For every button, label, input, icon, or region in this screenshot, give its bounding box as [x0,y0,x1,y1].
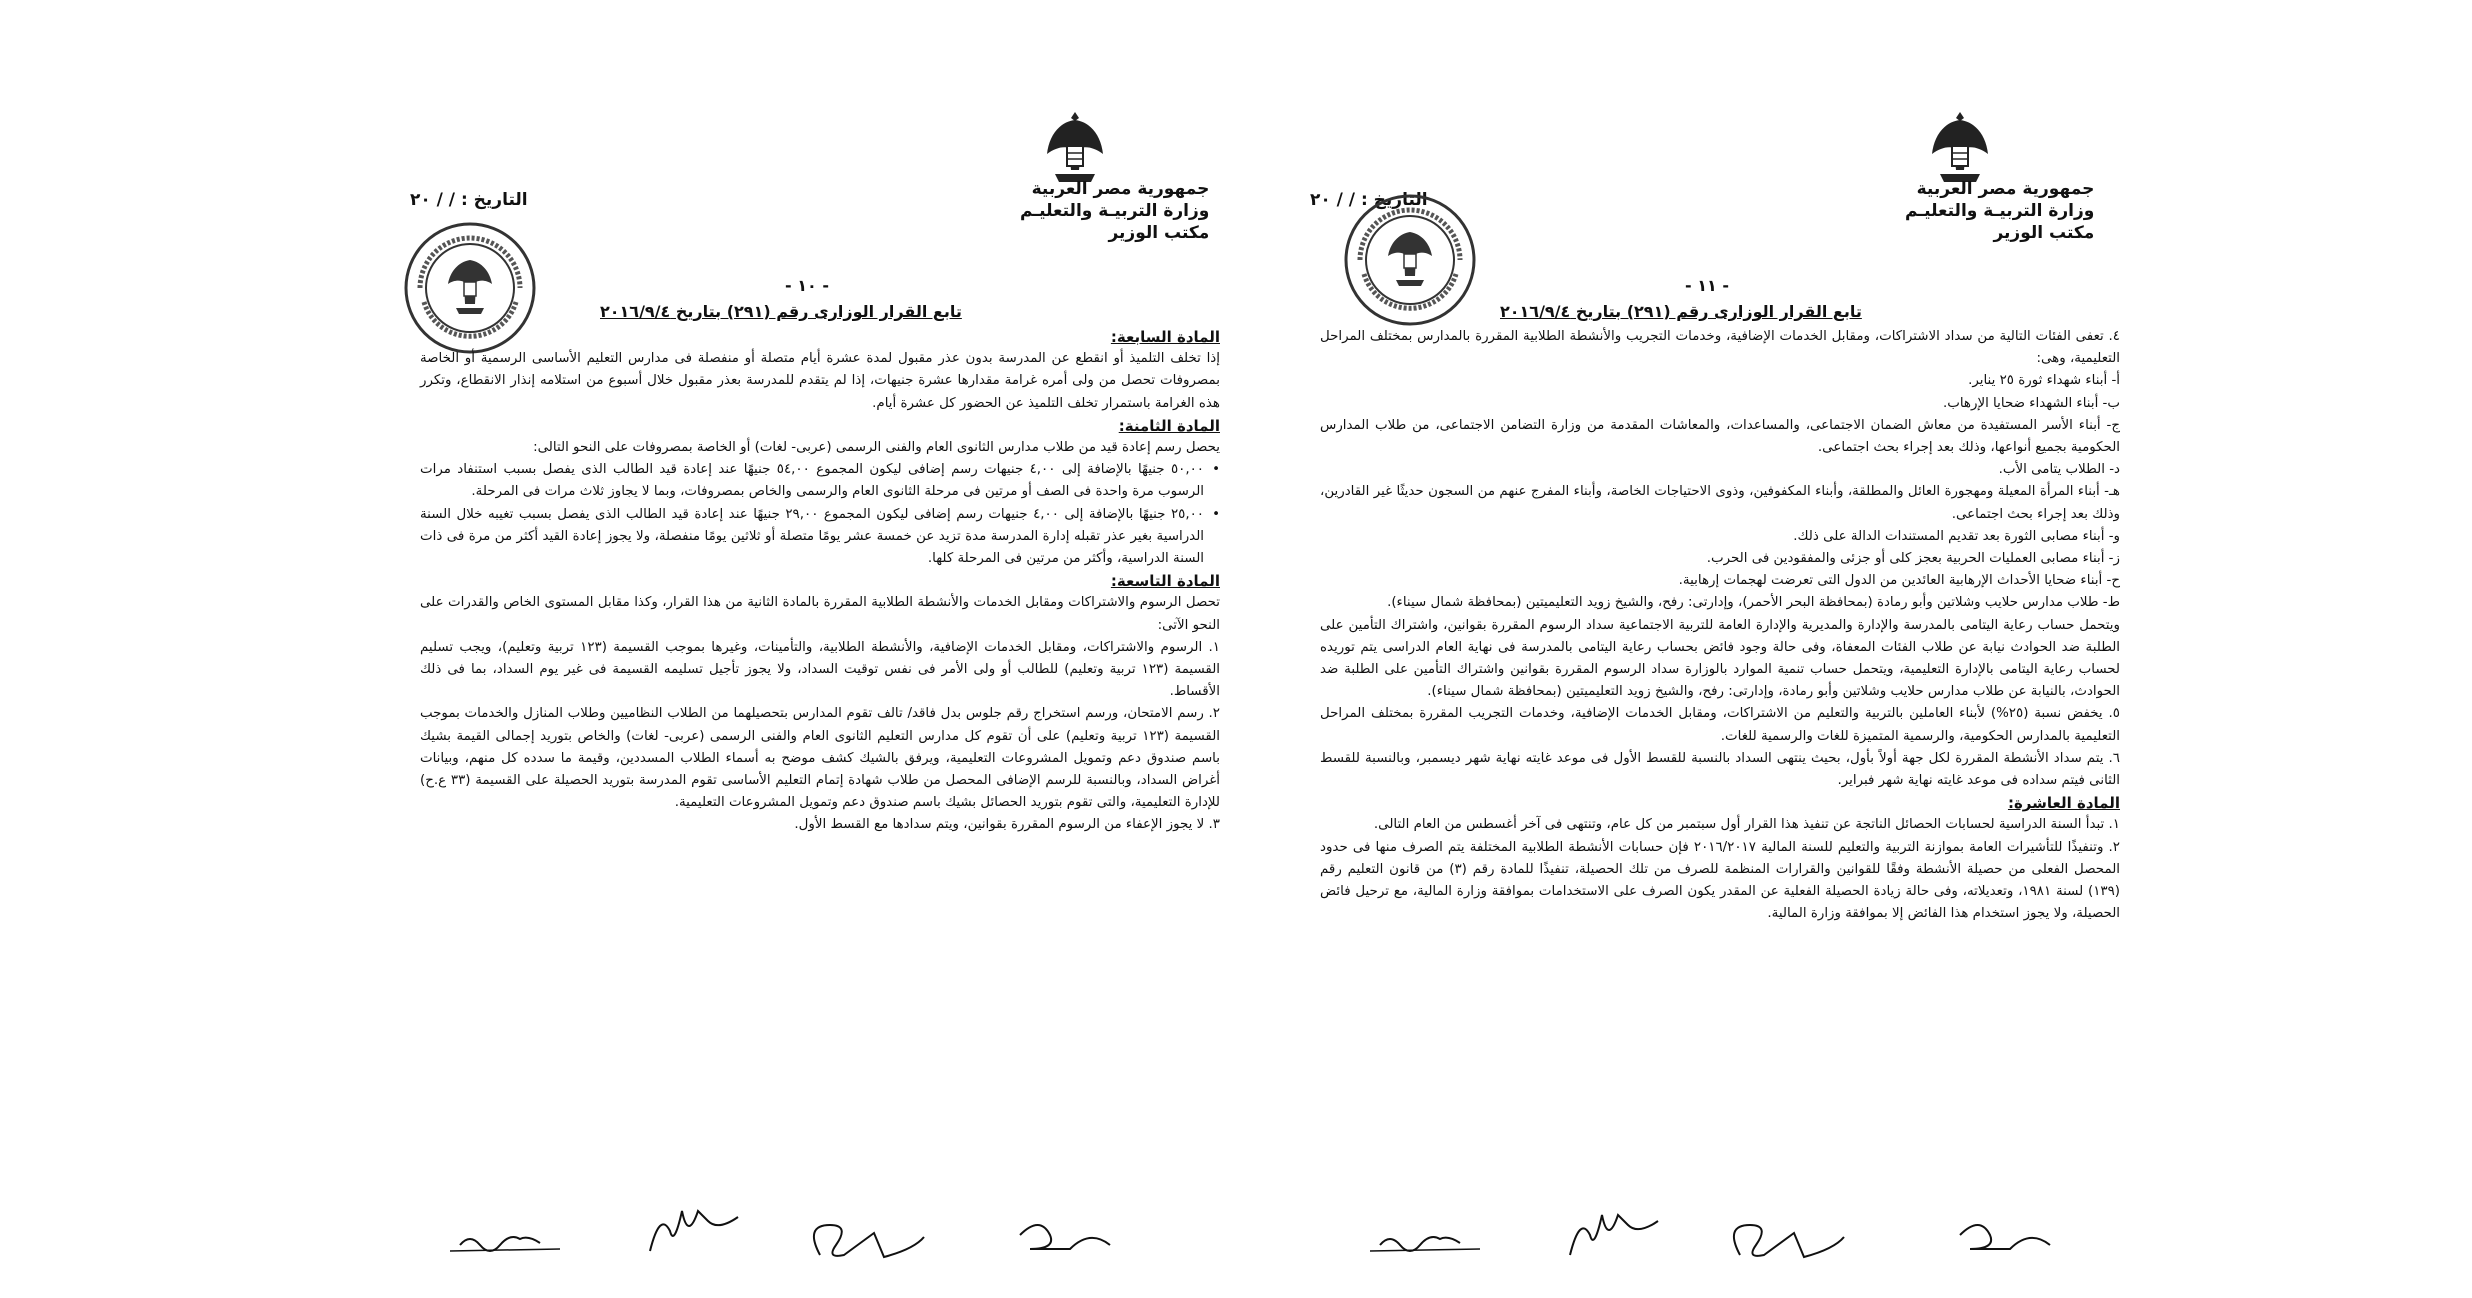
paragraph: هـ- أبناء المرأة المعيلة ومهجورة العائل والمطلقة، وأبناء المكفوفين، وذوى الاحتياجات الخاصة، وأبناء المفرج عنهم من السجون حديثًا غير القادرين، وذلك بعد إجراء بحث اجتماعى. [1320,484,2120,522]
page-number: - ١١ - [1685,276,1729,295]
paragraph: ح- أبناء ضحايا الأحداث الإرهابية العائدين من الدول التى تعرضت لهجمات إرهابية. [1678,573,2120,589]
paragraph: ٣. لا يجوز الإعفاء من الرسوم المقررة بقوانين، ويتم سدادها مع القسط الأول. [794,817,1220,833]
paragraph: ٦. يتم سداد الأنشطة المقررة لكل جهة أولاً بأول، بحيث ينتهى السداد بالنسبة للقسط الأول فى موعد غايته نهاية شهر ديسمبر، وبالنسبة للقسط الثانى فيتم سداده فى موعد غايته نهاية شهر فبراير. [1320,750,2120,789]
signatures [1320,1195,2120,1275]
document-page-10 [380,0,1240,1298]
paragraph: يحصل رسم إعادة قيد من طلاب مدارس الثانوى العام والفنى الرسمى (عربى- لغات) أو الخاصة بمصروفات على النحو التالى: [533,440,1220,456]
letterhead [1020,178,1209,244]
eagle-emblem-icon [1930,108,1990,188]
paragraph: ج- أبناء الأسر المستفيدة من معاش الضمان الاجتماعى، والمساعدات، والمعاشات المقدمة من وزارة التضامن الاجتماعى، من طلاب المدارس الحكومية بجميع أنواعها، وذلك بعد إجراء بحث اجتماعى. [1320,417,2120,456]
decree-subtitle: تابع القرار الوزارى رقم (٢٩١) بتاريخ ٢٠١٦/٩/٤ [600,302,962,321]
date-field: التاريخ : / / ٢٠ [410,190,528,210]
paragraph: و- أبناء مصابى الثورة بعد تقديم المستندات الدالة على ذلك. [1793,528,2120,544]
paragraph: ز- أبناء مصابى العمليات الحربية بعجز كلى أو جزئى والمفقودين فى الحرب. [1706,551,2120,567]
document-body [1320,326,2120,925]
decree-subtitle: تابع القرار الوزارى رقم (٢٩١) بتاريخ ٢٠١٦/٩/٤ [1500,302,1862,321]
paragraph: د- الطلاب يتامى الأب. [1998,462,2120,478]
paragraph: ٤. تعفى الفئات التالية من سداد الاشتراكات، ومقابل الخدمات الإضافية، وخدمات التجريب والأنشطة الطلابية المقررة بالمدارس بمختلف المراحل التعليمية، وهى: [1320,329,2120,367]
signatures [420,1195,1220,1275]
eagle-emblem-icon [1045,108,1105,188]
paragraph: ط- طلاب مدارس حلايب وشلاتين وأبو رمادة (بمحافظة البحر الأحمر)، وإدارتى: رفح، والشيخ زويد التعليميتين (بمحافظة شمال سيناء). [1387,595,2120,611]
paragraph: أ- أبناء شهداء ثورة ٢٥ يناير. [1968,373,2120,389]
paragraph: ٥. يخفض نسبة (٢٥%) لأبناء العاملين بالتربية والتعليم من الاشتراكات، ومقابل الخدمات الإضافية، وخدمات التجريب المقررة بمختلف المراحل التعليمية بالمدارس الحكومية، والرسمية المتميزة للغات والرسمية للغات. [1320,706,2120,744]
list-item: • ٢٥,٠٠ جنيهًا بالإضافة إلى ٤,٠٠ جنيهات رسم إضافى ليكون المجموع ٢٩,٠٠ جنيهًا عند إعادة قيد الطالب الذى يفصل بسبب تغيبه خلال السنة الدراسية بغير عذر تقبله إدارة المدرسة مدة تزيد عن خمسة عشر يومًا متصلة أو ثلاثين يومًا منفصلة، ولا يجوز إعادة القيد أكثر من مرة فى ذات السنة الدراسية، وأكثر من مرتين فى المرحلة كلها. [420,504,1220,571]
letterhead-office: مكتب الوزير [1993,223,2095,243]
article-heading: المادة العاشرة: [2007,794,2120,813]
paragraph: ب- أبناء الشهداء ضحايا الإرهاب. [1942,395,2120,411]
page-number: - ١٠ - [785,276,829,295]
paragraph: تحصل الرسوم والاشتراكات ومقابل الخدمات والأنشطة الطلابية المقررة بالمادة الثانية من هذا القرار، وكذا مقابل المستوى الخاص والقدرات على النحو الآتى: [420,595,1220,633]
paragraph: إذا تخلف التلميذ أو انقطع عن المدرسة بدون عذر مقبول لمدة عشرة أيام متصلة أو منفصلة فى مدارس التعليم الأساسى الرسمية أو الخاصة بمصروفات تحصل من ولى أمره غرامة مقدارها عشرة جنيهات، إذا لم يتقدم للمدرسة بعذر مقبول خلال أسبوع من استلامه إنذار الانقطاع، وتكرر هذه الغرامة باستمرار تخلف التلميذ عن الحضور كل عشرة أيام. [420,351,1220,411]
document-body [420,326,1220,837]
list-item: • ٥٠,٠٠ جنيهًا بالإضافة إلى ٤,٠٠ جنيهات رسم إضافى ليكون المجموع ٥٤,٠٠ جنيهًا عند إعادة قيد الطالب الذى يفصل بسبب استنفاد مرات الرسوب مرة واحدة فى الصف أو مرتين فى مرحلة الثانوى العام والرسمى والخاص بمصروفات، وبما لا يجاوز ثلاث مرات فى المرحلة. [420,459,1220,503]
article-heading: المادة السابعة: [1110,328,1220,346]
letterhead-country: جمهورية مصر العربية [1916,179,2095,199]
letterhead-ministry: وزارة التربيـة والتعليـم [1905,201,2095,221]
document-page-11 [1290,0,2140,1298]
paragraph: ويتحمل حساب رعاية اليتامى بالمدرسة والإدارة والمديرية والإدارة العامة للتربية الاجتماعية سداد الرسوم المقررة بقوانين، واشتراك التأمين على الطلبة ضد الحوادث نيابة عن طلاب الفئات المعفاة، وفى حالة وجود فائض بحساب رعاية اليتامى بالمدرسة فى نهاية العام الدراسى يتم توريده لحساب رعاية اليتامى بالإدارة التعليمية، ويتحمل حساب تنمية الموارد بالوزارة سداد الرسوم المقررة بقوانين واشتراك التأمين على الطلبة ضد الحوادث، بالنيابة عن طلاب مدارس حلايب وشلاتين وأبو رمادة، وإدارتى: رفح، والشيخ زويد التعليميتين (بمحافظة شمال سيناء). [1320,617,2120,700]
official-seal-stamp [1340,190,1480,330]
letterhead-office: مكتب الوزير [1108,223,1210,243]
paragraph: ١. الرسوم والاشتراكات، ومقابل الخدمات الإضافية، والأنشطة الطلابية، والتأمينات، وغيرها بموجب القسيمة (١٢٣ تربية وتعليم)، ويجب تسليم القسيمة (١٢٣ تربية وتعليم) للطالب أو ولى الأمر فى نفس توقيت السداد، ولا يجوز تأجيل تسليمه القسيمة فى غير يوم السداد، بما فى ذلك الأقساط. [420,639,1220,700]
article-heading: المادة التاسعة: [1110,572,1220,591]
letterhead-ministry: وزارة التربيـة والتعليـم [1020,201,1210,221]
paragraph: ٢. وتنفيذًا للتأشيرات العامة بموازنة التربية والتعليم للسنة المالية ٢٠١٦/٢٠١٧ فإن حسابات الأنشطة الطلابية المختلفة يتم الصرف منها فى حدود المحصل الفعلى من حصيلة الأنشطة وفقًا للقوانين والقرارات المنظمة للصرف من تلك الحصيلة، تنفيذًا للمادة رقم (٣) من قانون التعليم رقم (١٣٩) لسنة ١٩٨١، وتعديلاته، وفى حالة زيادة الحصيلة الفعلية عن المقدر يكون الصرف على الاستخدامات بموافقة وزارة المالية، مع ترحيل فائض الحصيلة، ولا يجوز استخدام هذا الفائض إلا بموافقة وزارة المالية. [1320,839,2120,922]
paragraph: ٢. رسم الامتحان، ورسم استخراج رقم جلوس بدل فاقد/ تالف تقوم المدارس بتحصيلهما من الطلاب النظاميين وطلاب المنازل والخدمات بموجب القسيمة (١٢٣ تربية وتعليم) على أن تقوم كل مدارس التعليم الثانوى العام والفنى الرسمى (عربى- لغات) والخاص بتوريد إجمالى القيمة بشيك باسم صندوق دعم وتمويل المشروعات التعليمية، ويرفق بالشيك كشف موضح به أسماء الطلاب المسددين، وقيمة ما سدده كل منهم، وبيانات أغراض السداد، وبالنسبة للرسم الإضافى المحصل من طلاب شهادة إتمام التعليم الأساسى تقوم المدرسة بتوريد الحصيلة على القسيمة (٣٣ ع.ح) للإدارة التعليمية، والتى تقوم بتوريد الحصائل بشيك باسم صندوق دعم وتمويل المشروعات التعليمية. [420,706,1220,811]
paragraph: ١. تبدأ السنة الدراسية لحسابات الحصائل الناتجة عن تنفيذ هذا القرار أول سبتمبر من كل عام، وتنتهى فى آخر أغسطس من العام التالى. [1373,817,2120,833]
letterhead [1905,178,2094,244]
letterhead-country: جمهورية مصر العربية [1031,179,1210,199]
article-heading: المادة الثامنة: [1118,416,1220,435]
date-field: التاريخ : / / ٢٠ [1310,190,1428,210]
